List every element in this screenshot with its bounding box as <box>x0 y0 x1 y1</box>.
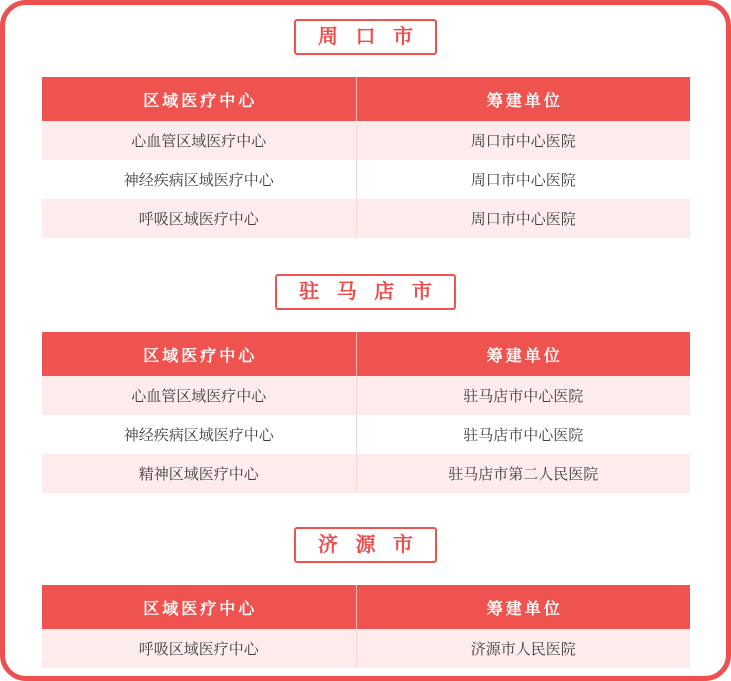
table-zhoukou <box>42 77 690 238</box>
column-header-center: 区域医疗中心 <box>42 332 357 376</box>
cell-center: 心血管区域医疗中心 <box>42 376 357 415</box>
cell-unit: 驻马店市中心医院 <box>357 415 690 454</box>
table-header-row <box>42 77 690 121</box>
table-row <box>42 415 690 454</box>
table-row <box>42 629 690 668</box>
table-jiyuan <box>42 585 690 668</box>
cell-center: 神经疾病区域医疗中心 <box>42 415 357 454</box>
table-row <box>42 121 690 160</box>
table-header-row <box>42 585 690 629</box>
section-jiyuan <box>5 527 726 668</box>
table-row <box>42 376 690 415</box>
column-header-center: 区域医疗中心 <box>42 77 357 121</box>
column-header-unit: 筹建单位 <box>357 332 690 376</box>
cell-center: 心血管区域医疗中心 <box>42 121 357 160</box>
column-header-center: 区域医疗中心 <box>42 585 357 629</box>
table-row <box>42 454 690 493</box>
section-title-zhoukou: 周 口 市 <box>294 19 437 55</box>
cell-center: 呼吸区域医疗中心 <box>42 199 357 238</box>
section-title-wrap-2 <box>5 274 726 310</box>
spacer-4 <box>5 493 726 527</box>
cell-unit: 周口市中心医院 <box>357 160 690 199</box>
table-row <box>42 199 690 238</box>
section-title-wrap-1 <box>5 19 726 55</box>
column-header-unit: 筹建单位 <box>357 585 690 629</box>
section-title-jiyuan: 济 源 市 <box>294 527 437 563</box>
cell-unit: 驻马店市第二人民医院 <box>357 454 690 493</box>
column-header-unit: 筹建单位 <box>357 77 690 121</box>
spacer-2 <box>5 238 726 274</box>
spacer-3 <box>5 310 726 332</box>
spacer-5 <box>5 563 726 585</box>
cell-center: 精神区域医疗中心 <box>42 454 357 493</box>
cell-unit: 周口市中心医院 <box>357 121 690 160</box>
section-title-wrap-3 <box>5 527 726 563</box>
page-content <box>5 5 726 676</box>
spacer-top <box>5 5 726 19</box>
section-zhumadian <box>5 274 726 493</box>
cell-center: 神经疾病区域医疗中心 <box>42 160 357 199</box>
section-title-zhumadian: 驻 马 店 市 <box>275 274 456 310</box>
table-row <box>42 160 690 199</box>
cell-unit: 驻马店市中心医院 <box>357 376 690 415</box>
spacer-1 <box>5 55 726 77</box>
table-header-row <box>42 332 690 376</box>
cell-unit: 济源市人民医院 <box>357 629 690 668</box>
cell-unit: 周口市中心医院 <box>357 199 690 238</box>
cell-center: 呼吸区域医疗中心 <box>42 629 357 668</box>
table-zhumadian <box>42 332 690 493</box>
section-zhoukou <box>5 19 726 238</box>
